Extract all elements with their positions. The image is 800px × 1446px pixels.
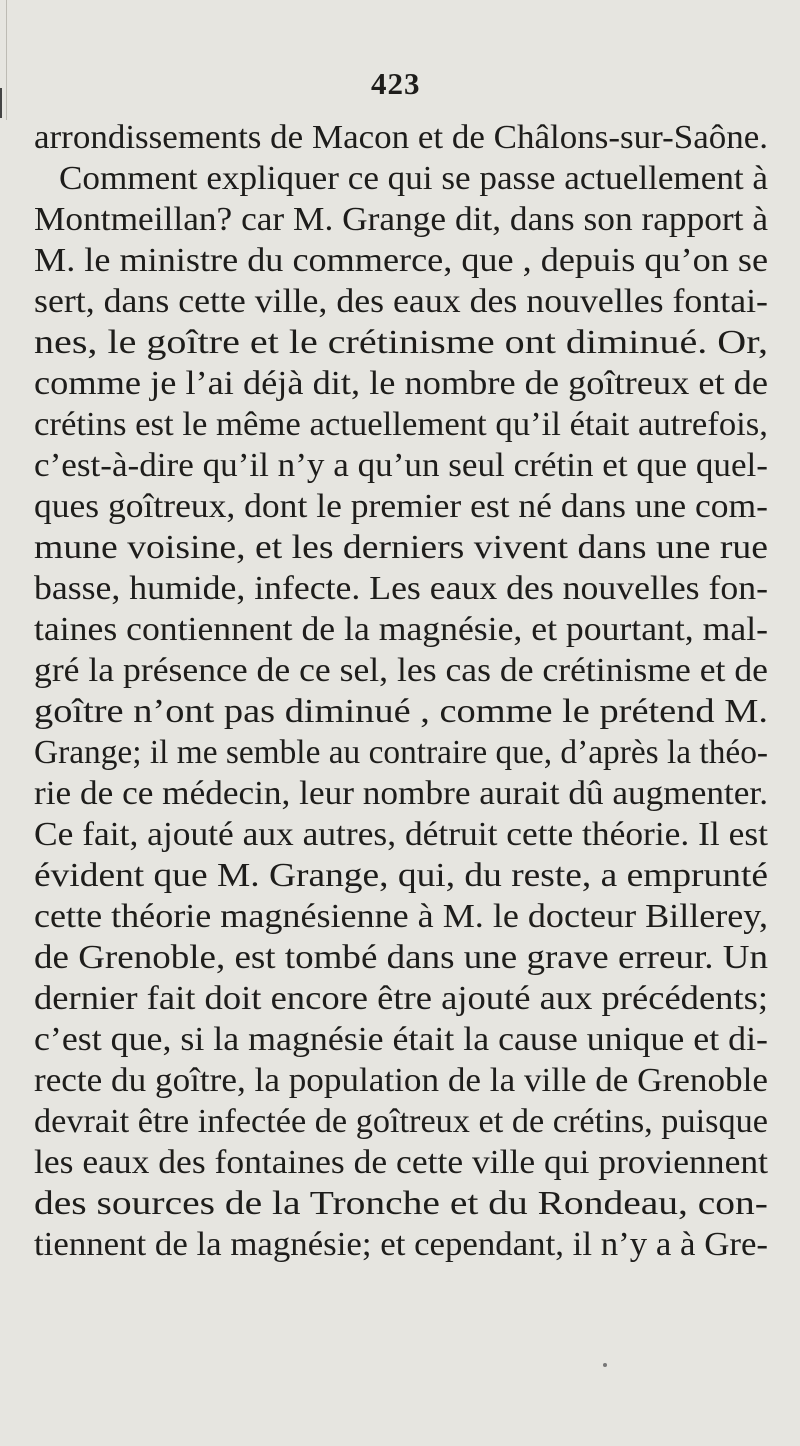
text-line: devrait être infectée de goîtreux et de crétins, puisque bbox=[34, 1103, 768, 1140]
page-number: 423 bbox=[371, 66, 421, 101]
text-line: Ce fait, ajouté aux autres, détruit cette théorie. Il est bbox=[34, 816, 769, 853]
text-line: rie de ce médecin, leur nombre aurait dû augmenter. bbox=[34, 775, 769, 812]
text-line: Grange; il me semble au contraire que, d’après la théo- bbox=[34, 734, 769, 771]
text-line: tiennent de la magnésie; et cependant, il n’y a à Gre- bbox=[34, 1226, 769, 1263]
text-line: Montmeillan? car M. Grange dit, dans son rapport à bbox=[34, 201, 769, 238]
text-line: c’est que, si la magnésie était la cause unique et di- bbox=[34, 1021, 768, 1058]
text-line: crétins est le même actuellement qu’il était autrefois, bbox=[34, 406, 768, 443]
text-line: recte du goître, la population de la ville de Grenoble bbox=[34, 1062, 768, 1099]
text-line: basse, humide, infecte. Les eaux des nouvelles fon- bbox=[34, 570, 769, 607]
text-line: de Grenoble, est tombé dans une grave erreur. Un bbox=[34, 939, 769, 976]
text-line: ques goîtreux, dont le premier est né dans une com- bbox=[34, 488, 769, 525]
text-line: taines contiennent de la magnésie, et pourtant, mal- bbox=[34, 611, 769, 648]
text-line: Comment expliquer ce qui se passe actuellement à bbox=[59, 160, 769, 197]
page-edge-mark bbox=[0, 88, 2, 118]
text-line: comme je l’ai déjà dit, le nombre de goîtreux et de bbox=[34, 365, 768, 402]
ink-speck bbox=[603, 1363, 607, 1367]
text-line: nes, le goître et le crétinisme ont diminué. Or, bbox=[34, 324, 768, 361]
text-line: M. le ministre du commerce, que , depuis qu’on se bbox=[34, 242, 769, 279]
text-line: arrondissements de Macon et de Châlons-sur-Saône. bbox=[34, 119, 769, 156]
text-line: des sources de la Tronche et du Rondeau, con- bbox=[34, 1185, 768, 1222]
text-line: les eaux des fontaines de cette ville qui proviennent bbox=[34, 1144, 768, 1181]
text-line: évident que M. Grange, qui, du reste, a emprunté bbox=[34, 857, 768, 894]
text-line: cette théorie magnésienne à M. le docteur Billerey, bbox=[34, 898, 769, 935]
text-line: gré la présence de ce sel, les cas de crétinisme et de bbox=[34, 652, 768, 689]
text-line: dernier fait doit encore être ajouté aux précédents; bbox=[34, 980, 769, 1017]
text-line: sert, dans cette ville, des eaux des nouvelles fontai- bbox=[34, 283, 768, 320]
text-line: mune voisine, et les derniers vivent dans une rue bbox=[34, 529, 769, 566]
text-line: goître n’ont pas diminué , comme le prétend M. bbox=[34, 693, 769, 730]
text-line: c’est-à-dire qu’il n’y a qu’un seul crétin et que quel- bbox=[34, 447, 768, 484]
